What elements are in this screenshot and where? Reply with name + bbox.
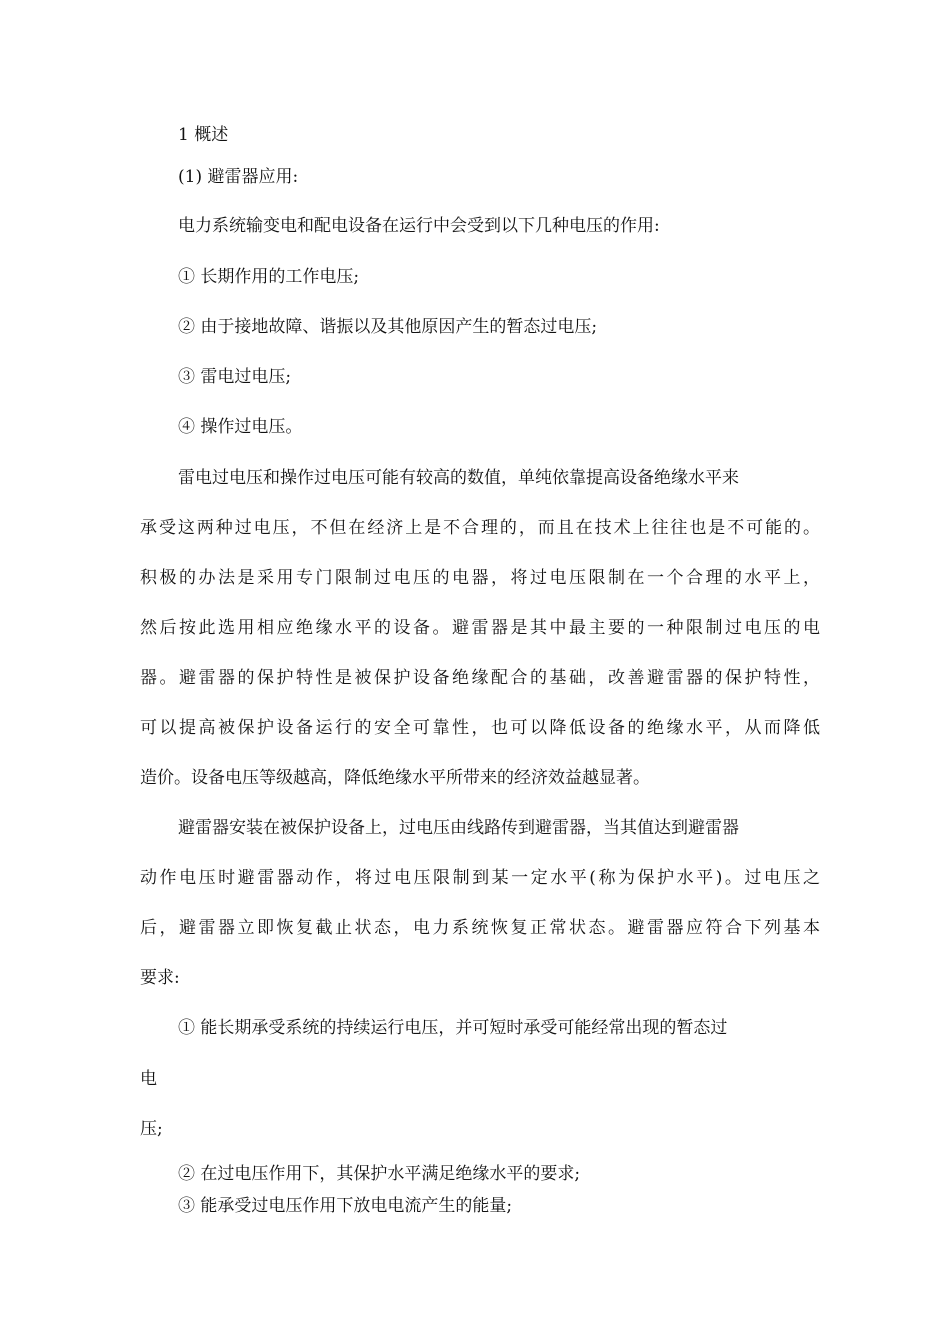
section-heading: 1 概述 — [178, 125, 229, 145]
paragraph-line: 承受这两种过电压，不但在经济上是不合理的，而且在技术上往往也是不可能的。 — [140, 518, 820, 538]
paragraph-line: 然后按此选用相应绝缘水平的设备。避雷器是其中最主要的一种限制过电压的电 — [140, 618, 820, 638]
paragraph-line: 要求: — [140, 968, 180, 988]
voltage-list-item: ② 由于接地故障、谐振以及其他原因产生的暂态过电压; — [178, 317, 598, 337]
requirement-item: ① 能长期承受系统的持续运行电压，并可短时承受可能经常出现的暂态过 — [178, 1018, 728, 1038]
paragraph-line: 造价。设备电压等级越高，降低绝缘水平所带来的经济效益越显著。 — [140, 768, 650, 788]
paragraph-line: 积极的办法是采用专门限制过电压的电器，将过电压限制在一个合理的水平上， — [140, 568, 820, 588]
paragraph-line: 避雷器安装在被保护设备上，过电压由线路传到避雷器，当其值达到避雷器 — [178, 818, 739, 838]
requirement-item: ② 在过电压作用下，其保护水平满足绝缘水平的要求; — [178, 1164, 581, 1184]
paragraph-line: 动作电压时避雷器动作，将过电压限制到某一定水平(称为保护水平)。过电压之 — [140, 868, 820, 888]
requirement-item-continuation: 压; — [140, 1119, 163, 1139]
paragraph-line: 器。避雷器的保护特性是被保护设备绝缘配合的基础，改善避雷器的保护特性， — [140, 668, 820, 688]
voltage-list-item: ③ 雷电过电压; — [178, 367, 292, 387]
paragraph-line: 雷电过电压和操作过电压可能有较高的数值，单纯依靠提高设备绝缘水平来 — [178, 468, 739, 488]
voltage-list-item: ④ 操作过电压。 — [178, 417, 303, 437]
requirement-item-continuation: 电 — [140, 1069, 157, 1089]
paragraph-line: 可以提高被保护设备运行的安全可靠性，也可以降低设备的绝缘水平，从而降低 — [140, 718, 820, 738]
requirement-item: ③ 能承受过电压作用下放电电流产生的能量; — [178, 1196, 513, 1216]
subsection-heading: (1) 避雷器应用: — [178, 167, 299, 187]
paragraph-line: 后，避雷器立即恢复截止状态，电力系统恢复正常状态。避雷器应符合下列基本 — [140, 918, 820, 938]
voltage-list-item: ① 长期作用的工作电压; — [178, 267, 360, 287]
intro-paragraph: 电力系统输变电和配电设备在运行中会受到以下几种电压的作用: — [178, 216, 660, 236]
